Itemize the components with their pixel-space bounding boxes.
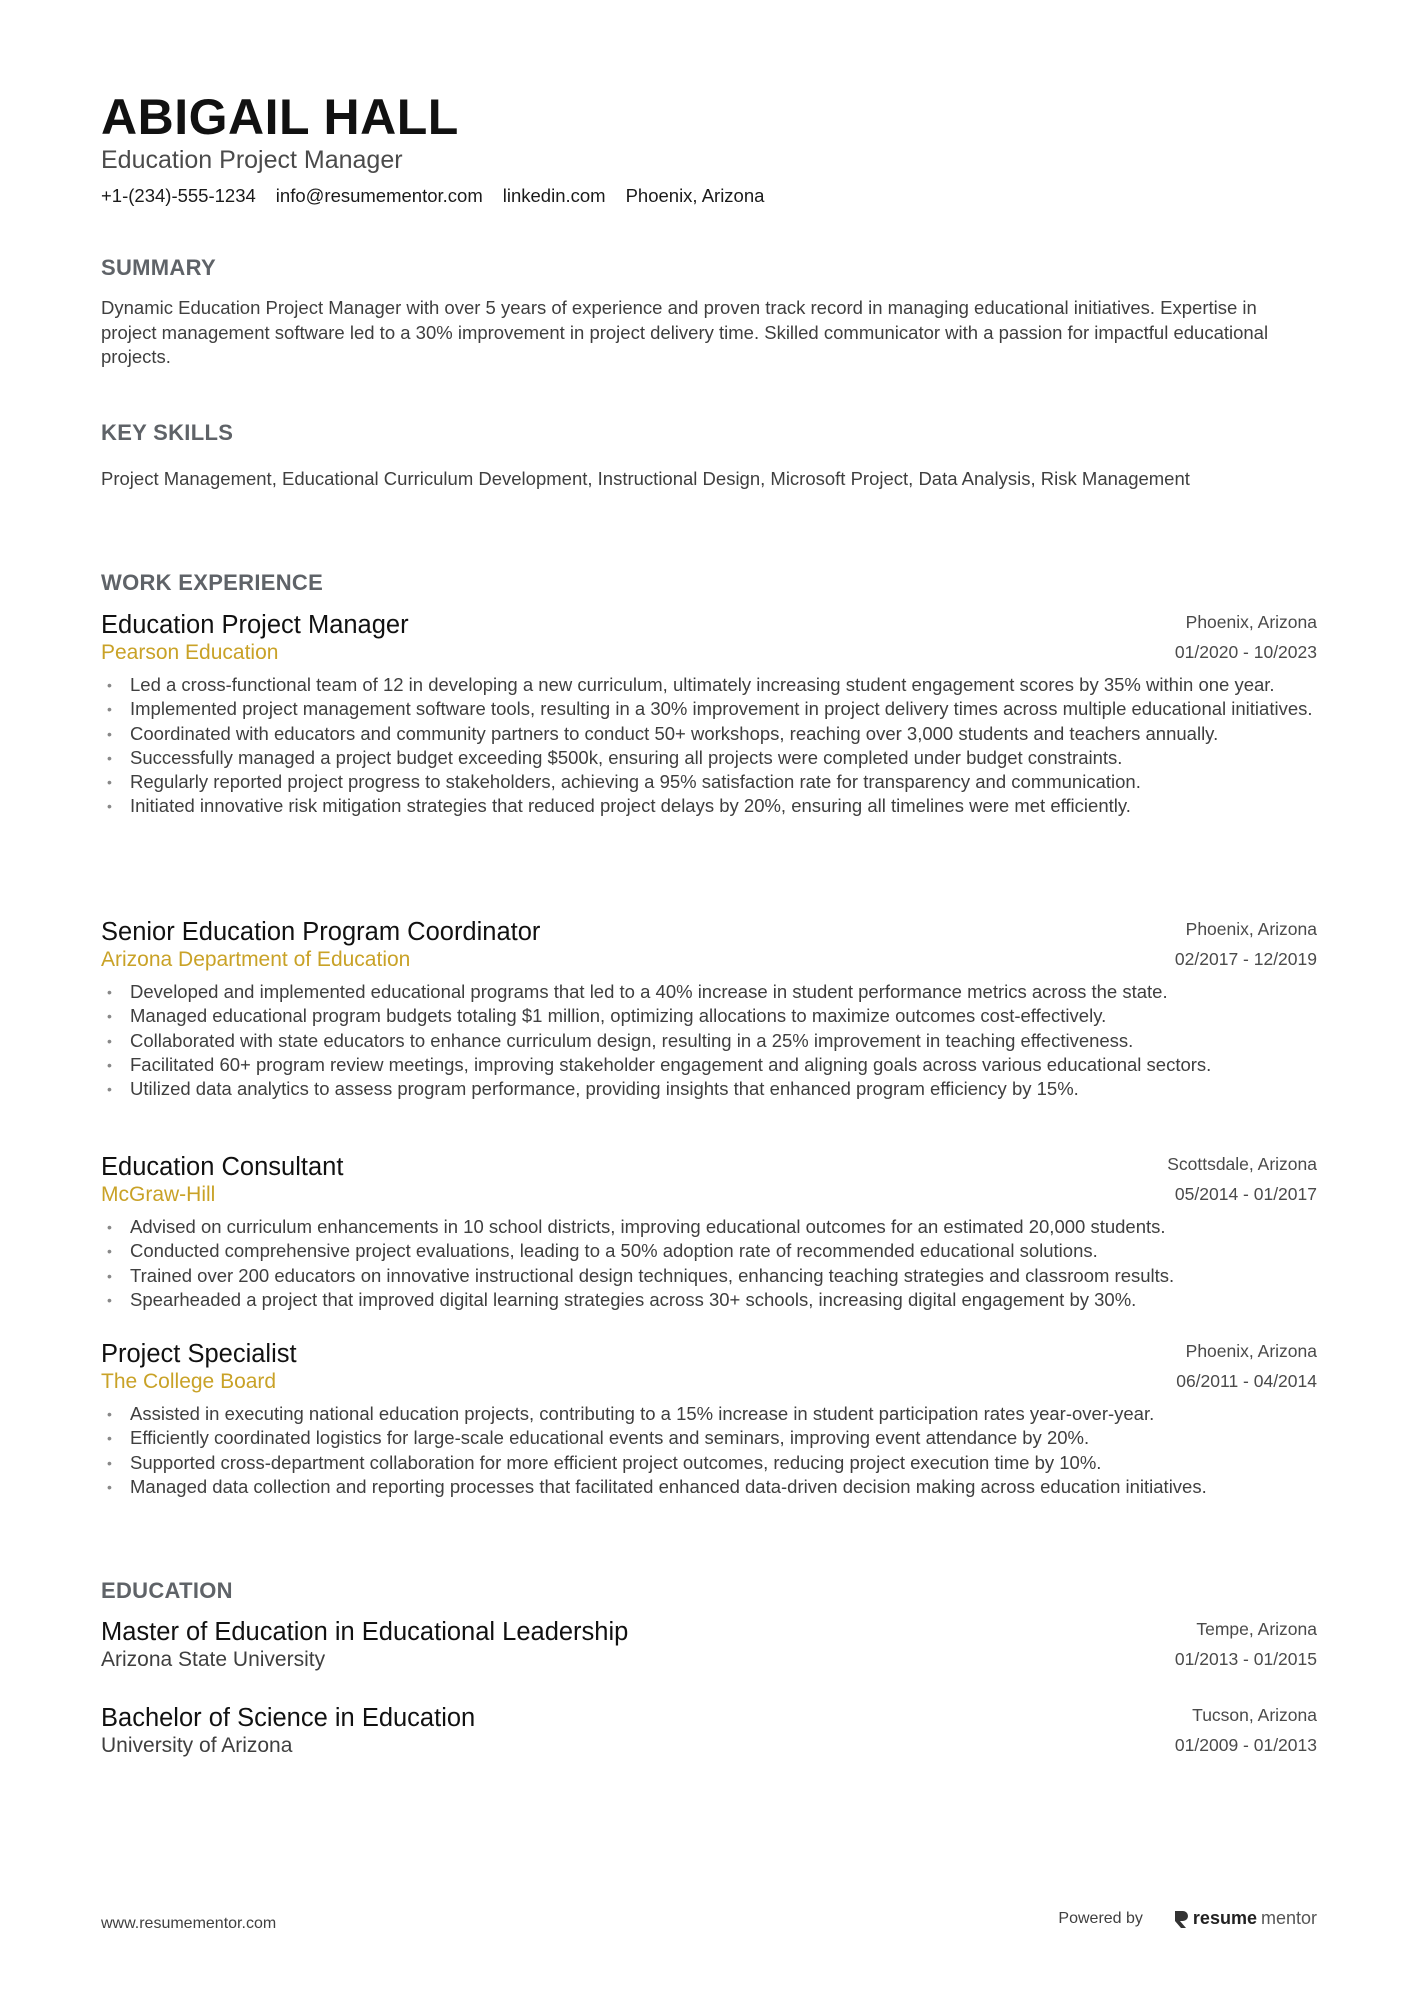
education-heading: EDUCATION: [101, 1578, 233, 1603]
experience-heading: WORK EXPERIENCE: [101, 570, 324, 595]
job-company: Pearson Education: [101, 641, 279, 664]
bullet-item: • Supported cross-department collaboration for more efficient project outcomes, reducing project execution time by 10%.: [107, 1451, 1102, 1473]
bullet-item: • Coordinated with educators and community partners to conduct 50+ workshops, reaching over 3,000 students and teachers annually.: [107, 722, 1219, 744]
job-title: Senior Education Program Coordinator: [101, 918, 541, 946]
bullet-item: • Led a cross-functional team of 12 in developing a new curriculum, ultimately increasing student engagement scores by 35% within one year.: [107, 674, 1275, 695]
bullet-item: • Managed data collection and reporting processes that facilitated enhanced data-driven decision making across education initiatives.: [107, 1475, 1207, 1497]
powered-by-label: Powered by: [1058, 1909, 1143, 1927]
job-bullets: [101, 673, 1317, 819]
job-entry: [101, 1153, 1317, 1312]
bullet-item: • Trained over 200 educators on innovative instructional design techniques, enhancing teaching strategies and classroom results.: [107, 1264, 1175, 1286]
skills-heading: KEY SKILLS: [101, 420, 234, 445]
job-company: McGraw-Hill: [101, 1183, 216, 1206]
bullet-item: • Conducted comprehensive project evaluations, leading to a 50% adoption rate of recommended educational solutions.: [107, 1240, 1098, 1262]
bullet-item: • Managed educational program budgets totaling $1 million, optimizing allocations to maximize outcomes cost-effectively.: [107, 1005, 1107, 1027]
job-dates: 06/2011 - 04/2014: [1176, 1371, 1317, 1391]
contact-location: Phoenix, Arizona: [625, 185, 765, 206]
job-bullets: [101, 980, 1317, 1101]
job-location: Phoenix, Arizona: [1185, 919, 1317, 939]
job-title: Education Consultant: [101, 1153, 344, 1181]
job-company: The College Board: [101, 1370, 277, 1393]
contact-email[interactable]: info@resumementor.com: [275, 185, 483, 206]
bullet-item: • Implemented project management software tools, resulting in a 30% improvement in project delivery times across multiple educational initiatives.: [107, 698, 1313, 720]
resumementor-logo[interactable]: [1173, 1908, 1317, 1929]
education-entry: [101, 1618, 1317, 1678]
bullet-item: • Initiated innovative risk mitigation strategies that reduced project delays by 20%, ensuring all timelines were met efficiently.: [107, 795, 1131, 817]
job-entry: [101, 611, 1317, 819]
degree-title: Master of Education in Educational Leadership: [101, 1618, 629, 1646]
job-bullets: [101, 1402, 1317, 1499]
job-title: Education Project Manager: [101, 611, 409, 639]
education-dates: 01/2009 - 01/2013: [1174, 1735, 1317, 1755]
job-location: Phoenix, Arizona: [1185, 1341, 1317, 1361]
job-entry: [101, 1340, 1317, 1499]
brand-light-text: mentor: [1260, 1908, 1317, 1928]
bullet-item: • Facilitated 60+ program review meetings, improving stakeholder engagement and aligning goals across various educational sectors.: [107, 1053, 1212, 1075]
skills-text: Project Management, Educational Curriculum Development, Instructional Design, Microsoft Project, Data Analysis, Risk Management: [101, 468, 1190, 489]
education-location: Tucson, Arizona: [1192, 1705, 1317, 1725]
job-company: Arizona Department of Education: [101, 948, 411, 971]
bullet-item: • Efficiently coordinated logistics for large-scale educational events and seminars, improving event attendance by 20%.: [107, 1427, 1090, 1449]
bullet-item: • Assisted in executing national education projects, contributing to a 15% increase in student participation rates year-over-year.: [107, 1403, 1155, 1424]
summary-text: Dynamic Education Project Manager with over 5 years of experience and proven track record in managing educational initiatives. Expertise in project management software led to a 30% improvement in project delivery time. Skilled communicator with a passion for impactful educational projects.: [101, 297, 1269, 367]
footer-branding: [1058, 1908, 1317, 1929]
bullet-item: • Successfully managed a project budget exceeding $500k, ensuring all projects were completed under budget constraints.: [107, 746, 1123, 768]
school-name: University of Arizona: [101, 1734, 293, 1757]
summary-heading: SUMMARY: [101, 255, 216, 280]
education-entry: [101, 1704, 1317, 1764]
education-dates: 01/2013 - 01/2015: [1174, 1649, 1317, 1669]
contact-linkedin[interactable]: linkedin.com: [502, 185, 606, 206]
job-dates: 05/2014 - 01/2017: [1174, 1184, 1317, 1204]
brand-mark-icon: [1173, 1909, 1189, 1929]
bullet-item: • Advised on curriculum enhancements in 10 school districts, improving educational outcomes for an estimated 20,000 students.: [107, 1216, 1166, 1237]
bullet-item: • Utilized data analytics to assess program performance, providing insights that enhanced program efficiency by 15%.: [107, 1078, 1079, 1100]
candidate-title: Education Project Manager: [101, 146, 403, 174]
job-entry: [101, 918, 1317, 1101]
bullet-item: • Collaborated with state educators to enhance curriculum design, resulting in a 25% improvement in teaching effectiveness.: [107, 1029, 1134, 1051]
school-name: Arizona State University: [101, 1648, 326, 1671]
footer-website-link[interactable]: www.resumementor.com: [101, 1915, 277, 1932]
education-location: Tempe, Arizona: [1196, 1619, 1317, 1639]
contact-phone[interactable]: +1-(234)-555-1234: [101, 185, 256, 206]
job-title: Project Specialist: [101, 1340, 297, 1368]
brand-bold-text: resume: [1192, 1908, 1257, 1928]
candidate-name: ABIGAIL HALL: [101, 89, 459, 145]
bullet-item: • Developed and implemented educational programs that led to a 40% increase in student performance metrics across the state.: [107, 981, 1168, 1002]
job-location: Scottsdale, Arizona: [1167, 1154, 1317, 1174]
degree-title: Bachelor of Science in Education: [101, 1704, 476, 1732]
job-dates: 02/2017 - 12/2019: [1174, 949, 1317, 969]
job-bullets: [101, 1215, 1317, 1312]
job-location: Phoenix, Arizona: [1185, 612, 1317, 632]
resume-page: [101, 0, 1317, 1995]
bullet-item: • Regularly reported project progress to stakeholders, achieving a 95% satisfaction rate for transparency and communication.: [107, 771, 1141, 793]
bullet-item: • Spearheaded a project that improved digital learning strategies across 30+ schools, increasing digital engagement by 30%.: [107, 1288, 1137, 1310]
job-dates: 01/2020 - 10/2023: [1174, 642, 1317, 662]
contact-row: [101, 185, 764, 207]
